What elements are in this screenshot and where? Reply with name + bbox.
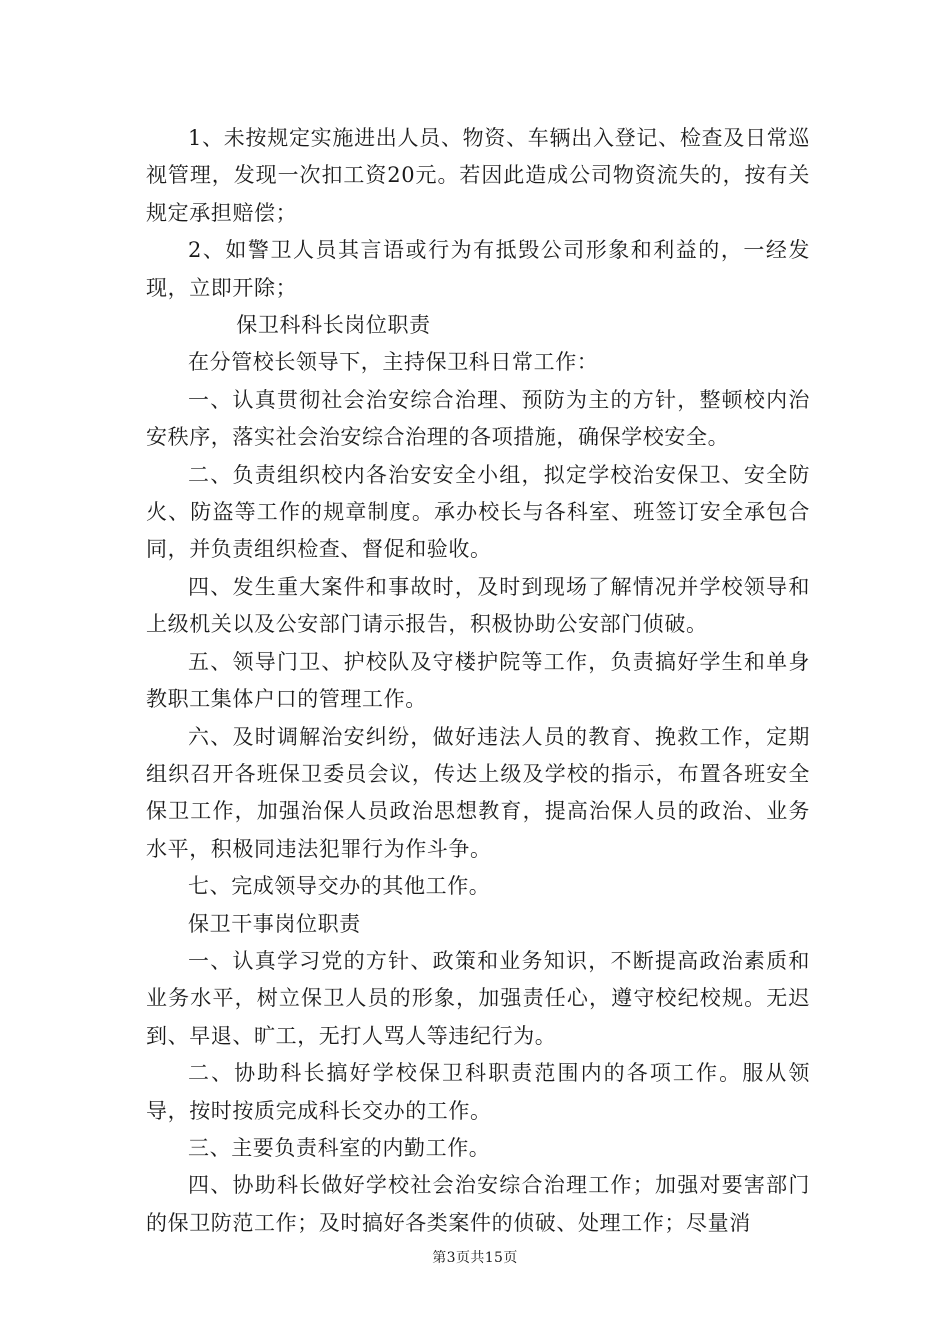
paragraph-chief-duty-5: 五、领导门卫、护校队及守楼护院等工作，负责搞好学生和单身教职工集体户口的管理工作。 bbox=[146, 649, 810, 712]
paragraph-officer-duty-2: 二、协助科长搞好学校保卫科职责范围内的各项工作。服从领导，按时按质完成科长交办的工作。 bbox=[146, 1061, 810, 1123]
paragraph-chief-duty-4: 四、发生重大案件和事故时，及时到现场了解情况并学校领导和上级机关以及公安部门请示报告，积极协助公安部门侦破。 bbox=[146, 574, 810, 637]
paragraph-registration-penalty: 1、未按规定实施进出人员、物资、车辆出入登记、检查及日常巡视管理，发现一次扣工资20元。若因此造成公司物资流失的，按有关规定承担赔偿； bbox=[146, 126, 810, 225]
paragraph-chief-intro: 在分管校长领导下，主持保卫科日常工作： bbox=[188, 350, 599, 375]
paragraph-chief-duty-6: 六、及时调解治安纠纷，做好违法人员的教育、挽救工作，定期组织召开各班保卫委员会议，传达上级及学校的指示，布置各班安全保卫工作，加强治保人员政治思想教育，提高治保人员的政治、业务水平，积极同违法犯罪行为作斗争。 bbox=[146, 724, 810, 861]
page-number-label: 第3页共15页 bbox=[432, 1250, 518, 1266]
document-body bbox=[146, 120, 810, 1242]
paragraph-chief-duty-2: 二、负责组织校内各治安安全小组，拟定学校治安保卫、安全防火、防盗等工作的规章制度。承办校长与各科室、班签订安全承包合同，并负责组织检查、督促和验收。 bbox=[146, 462, 810, 562]
page-footer bbox=[0, 1247, 950, 1267]
paragraph-officer-duty-4: 四、协助科长做好学校社会治安综合治理工作；加强对要害部门的保卫防范工作；及时搞好各类案件的侦破、处理工作；尽量消 bbox=[146, 1173, 810, 1235]
paragraph-officer-duty-3: 三、主要负责科室的内勤工作。 bbox=[188, 1135, 491, 1160]
paragraph-chief-duty-1: 一、认真贯彻社会治安综合治理、预防为主的方针，整顿校内治安秩序，落实社会治安综合治理的各项措施，确保学校安全。 bbox=[146, 387, 810, 450]
paragraph-chief-duty-7: 七、完成领导交办的其他工作。 bbox=[188, 874, 491, 899]
paragraph-officer-duty-1: 一、认真学习党的方针、政策和业务知识，不断提高政治素质和业务水平，树立保卫人员的形象，加强责任心，遵守校纪校规。无迟到、早退、旷工，无打人骂人等违纪行为。 bbox=[146, 948, 810, 1048]
section-heading-officer-duties: 保卫干事岗位职责 bbox=[188, 911, 361, 936]
section-heading-chief-duties: 保卫科科长岗位职责 bbox=[236, 313, 431, 338]
paragraph-guard-dismissal: 2、如警卫人员其言语或行为有抵毁公司形象和利益的，一经发现，立即开除； bbox=[146, 238, 810, 300]
